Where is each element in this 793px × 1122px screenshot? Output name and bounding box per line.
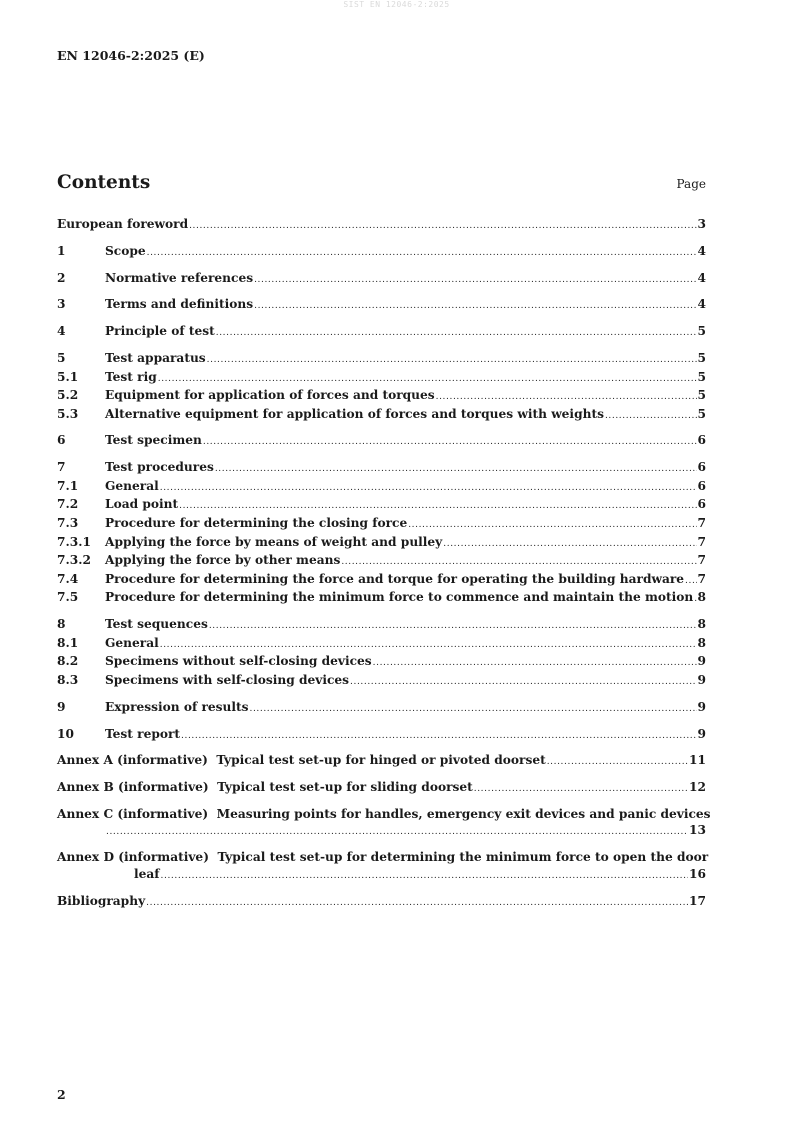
toc-entry-number: 4 [57, 324, 66, 339]
toc-entry-number: 2 [57, 270, 66, 285]
toc-entry-continuation [57, 866, 706, 885]
toc-entry-title: European foreword [57, 217, 189, 231]
toc-entry-6[interactable] [57, 432, 706, 451]
dot-leader [605, 408, 697, 425]
toc-entry-page: 9 [697, 672, 706, 687]
toc-entry-7-1[interactable] [57, 478, 706, 497]
dot-leader [694, 591, 696, 608]
dot-leader [443, 536, 696, 553]
dot-leader [189, 218, 696, 235]
dot-leader [547, 754, 688, 771]
toc-entry-8-1[interactable] [57, 635, 706, 654]
toc-entry-1[interactable] [57, 243, 706, 262]
toc-entry-10[interactable] [57, 726, 706, 745]
toc-entry-7-2[interactable] [57, 496, 706, 515]
toc-entry-title: Test report [105, 726, 181, 741]
document-identifier: EN 12046-2:2025 (E) [57, 48, 205, 63]
toc-entry-number: 9 [57, 699, 66, 714]
toc-entry-title: Specimens without self-closing devices [105, 654, 372, 669]
toc-entry-number: 5.1 [57, 369, 79, 384]
toc-entry-5-1[interactable] [57, 369, 706, 388]
toc-entry-page: 11 [689, 753, 706, 768]
dot-leader [209, 618, 697, 635]
toc-entry-title: Load point [105, 497, 179, 512]
toc-entry-number: 7.3.1 [57, 534, 91, 549]
toc-entry-title: Procedure for determining the minimum force to commence and maintain the motion [105, 590, 694, 605]
toc-entry-5-3[interactable] [57, 406, 706, 425]
toc-entry-number: 7 [57, 460, 66, 475]
toc-entry-number: 8 [57, 617, 66, 632]
page-column-label: Page [676, 177, 706, 191]
toc-entry-page: 7 [697, 516, 706, 531]
toc-entry-title: Test specimen [105, 433, 202, 448]
dot-leader [474, 781, 688, 798]
toc-entry-7-4[interactable] [57, 571, 706, 590]
dot-leader [436, 389, 697, 406]
toc-entry-title: Scope [105, 243, 146, 258]
toc-entry-annex-c[interactable] [57, 806, 711, 841]
toc-entry-7-3-1[interactable] [57, 534, 706, 553]
toc-entry-title: Normative references [105, 270, 254, 285]
toc-entry-2[interactable] [57, 270, 706, 289]
toc-entry-title: Test apparatus [105, 350, 206, 365]
toc-entry-title: Principle of test [105, 324, 215, 339]
toc-entry-page: 3 [697, 217, 706, 231]
toc-entry-7-5[interactable] [57, 589, 706, 608]
dot-leader [147, 245, 697, 262]
toc-entry-8[interactable] [57, 616, 706, 635]
toc-entry-title: Equipment for application of forces and torques [105, 388, 435, 403]
toc-entry-page: 8 [697, 635, 706, 650]
toc-entry-page: 5 [697, 388, 706, 403]
dot-leader [106, 824, 688, 841]
dot-leader [249, 701, 696, 718]
toc-entry-title: Procedure for determining the force and torque for operating the building hardware [105, 571, 685, 586]
toc-entry-page: 5 [697, 324, 706, 339]
toc-entry-title: Test sequences [105, 617, 208, 632]
page-title: Contents [57, 172, 151, 193]
toc-entry-number: 7.5 [57, 590, 79, 605]
toc-entry-title: Annex B (informative) Typical test set-up for sliding doorset [57, 780, 473, 795]
toc-entry-title: Annex A (informative) Typical test set-up for hinged or pivoted doorset [57, 753, 546, 768]
toc-entry-number: 8.1 [57, 635, 79, 650]
toc-entry-page: 13 [689, 823, 706, 838]
toc-entry-number: 3 [57, 297, 66, 312]
toc-entry-4[interactable] [57, 323, 706, 342]
dot-leader [160, 480, 697, 497]
toc-entry-page: 9 [697, 699, 706, 714]
toc-entry-page: 16 [689, 866, 706, 881]
dot-leader [685, 573, 696, 590]
toc-entry-number: 5.3 [57, 406, 79, 421]
toc-entry-title: Procedure for determining the closing force [105, 516, 408, 531]
toc-entry-page: 4 [697, 243, 706, 258]
toc-entry-number: 8.2 [57, 654, 79, 669]
toc-entry-number: 5 [57, 350, 66, 365]
dot-leader [408, 517, 696, 534]
toc-entry-number: 7.3 [57, 516, 79, 531]
toc-entry-page: 17 [689, 893, 706, 908]
toc-entry-title: Test procedures [105, 460, 214, 475]
toc-entry-page: 5 [697, 369, 706, 384]
dot-leader [181, 728, 696, 745]
toc-entry-3[interactable] [57, 296, 706, 315]
dot-leader [216, 325, 697, 342]
dot-leader [254, 298, 696, 315]
toc-entry-page: 12 [689, 780, 706, 795]
toc-entry-title-cont: leaf [134, 866, 160, 881]
toc-entry-page: 8 [697, 617, 706, 632]
toc-entry-page: 6 [697, 497, 706, 512]
toc-entry-5[interactable] [57, 350, 706, 369]
toc-entry-5-2[interactable] [57, 387, 706, 406]
toc-entry-annex-b[interactable] [57, 779, 706, 798]
toc-entry-page: 6 [697, 433, 706, 448]
toc-entry-number: 7.1 [57, 478, 79, 493]
toc-entry-7-3[interactable] [57, 515, 706, 534]
toc-entry-title: Annex C (informative) Measuring points for handles, emergency exit devices and panic devices [57, 806, 711, 821]
toc-entry-number: 8.3 [57, 672, 79, 687]
dot-leader [207, 352, 697, 369]
toc-entry-number: 7.4 [57, 571, 79, 586]
toc-entry-page: 5 [697, 406, 706, 421]
toc-entry-title: Test rig [105, 369, 157, 384]
watermark: SIST EN 12046-2:2025 [343, 0, 450, 9]
toc-entry-number: 10 [57, 726, 74, 741]
dot-leader [373, 655, 697, 672]
toc-entry-foreword[interactable] [57, 216, 706, 235]
dot-leader [160, 637, 697, 654]
toc-entry-bibliography[interactable] [57, 893, 706, 912]
toc-entry-8-3[interactable] [57, 672, 706, 691]
toc-entry-page: 5 [697, 350, 706, 365]
dot-leader [254, 272, 696, 289]
toc-entry-title: Annex D (informative) Typical test set-up for determining the minimum force to open the door [57, 850, 709, 865]
toc-entry-number: 7.3.2 [57, 553, 91, 568]
dot-leader [161, 868, 689, 885]
toc-entry-page: 9 [697, 654, 706, 669]
toc-entry-9[interactable] [57, 699, 706, 718]
table-of-contents [57, 216, 711, 911]
toc-entry-number: 5.2 [57, 388, 79, 403]
toc-entry-title: Bibliography [57, 893, 146, 908]
toc-entry-page: 8 [697, 590, 706, 605]
toc-entry-title: General [105, 478, 159, 493]
toc-entry-title: Terms and definitions [105, 297, 254, 312]
toc-entry-number: 6 [57, 433, 66, 448]
dot-leader [350, 674, 696, 691]
toc-entry-page: 9 [697, 726, 706, 741]
toc-entry-7[interactable] [57, 459, 706, 478]
toc-entry-page: 4 [697, 270, 706, 285]
dot-leader [215, 461, 697, 478]
dot-leader [341, 554, 696, 571]
dot-leader [146, 895, 688, 912]
toc-entry-7-3-2[interactable] [57, 552, 706, 571]
toc-entry-annex-d[interactable] [57, 849, 709, 884]
toc-entry-title: General [105, 635, 159, 650]
dot-leader [179, 498, 696, 515]
toc-entry-page: 6 [697, 460, 706, 475]
toc-entry-page: 7 [697, 534, 706, 549]
dot-leader [203, 434, 697, 451]
toc-entry-continuation [57, 822, 706, 841]
toc-entry-page: 6 [697, 478, 706, 493]
toc-entry-page: 7 [697, 571, 706, 586]
toc-entry-annex-a[interactable] [57, 752, 706, 771]
toc-entry-title: Alternative equipment for application of forces and torques with weights [105, 406, 604, 421]
toc-entry-page: 4 [697, 297, 706, 312]
toc-entry-title: Applying the force by means of weight and pulley [105, 534, 443, 549]
toc-entry-title: Expression of results [105, 699, 249, 714]
toc-entry-number: 7.2 [57, 497, 79, 512]
toc-entry-page: 7 [697, 553, 706, 568]
toc-entry-title: Applying the force by other means [105, 553, 341, 568]
toc-entry-8-2[interactable] [57, 653, 706, 672]
page-number: 2 [57, 1087, 66, 1102]
toc-entry-number: 1 [57, 243, 66, 258]
toc-entry-title: Specimens with self-closing devices [105, 672, 350, 687]
dot-leader [158, 371, 697, 388]
